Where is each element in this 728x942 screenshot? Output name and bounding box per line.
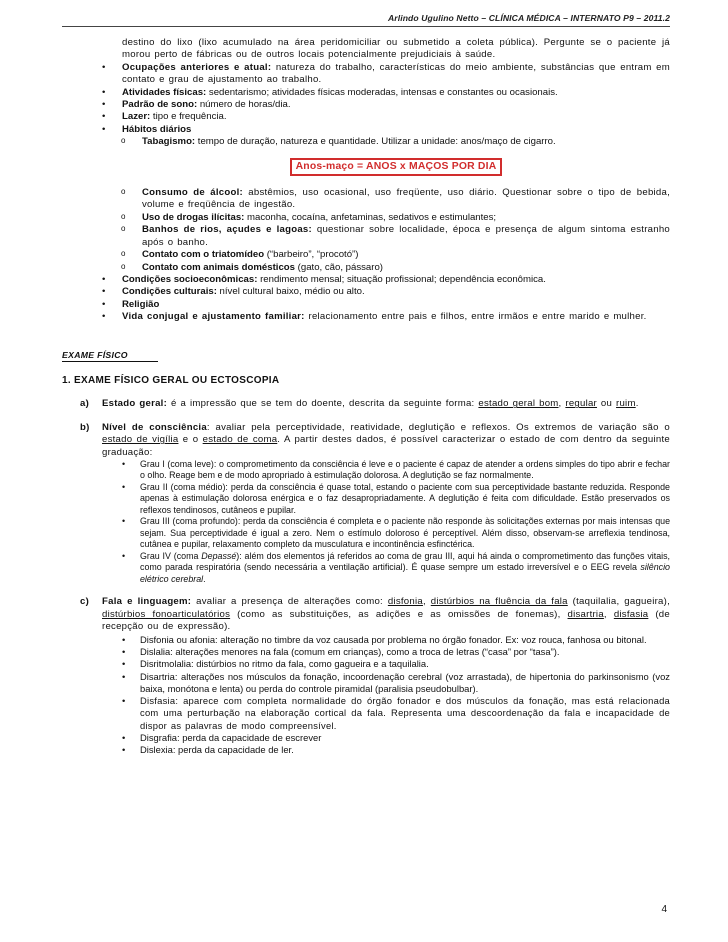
term-disfonia: disfonia	[387, 596, 423, 608]
item-label: Contato com o triatomídeo	[142, 249, 265, 261]
habitos-sublist	[62, 187, 670, 274]
list-item	[62, 99, 670, 111]
list-item: • Disartria: alterações nos músculos da fonação, incoordenação cerebral (voz arrastada), de hipertonia do parkinsonismo (voz baixa, monótona e lenta) ou perda do controle piramidal (paralisia pseudobulbar).	[62, 671, 670, 696]
item-text: rendimento mensal; situação profissional; dependência econômica.	[257, 273, 546, 285]
term-disfasia: disfasia	[613, 608, 649, 620]
list-item	[62, 274, 670, 286]
term-fluencia: distúrbios na fluência da fala	[430, 596, 568, 608]
item-text: tempo de duração, natureza e quantidade. Utilizar a unidade: anos/maço de cigarro.	[195, 136, 556, 148]
list-item: • Disfasia: aparece com completa normalidade do órgão fonador e dos músculos da fonação, mas está relacionada com uma perturbação na elaboração cortical da fala. Representa uma descoordenação da fala e incapacidade de dispor as palavras de modo compreensível.	[62, 695, 670, 732]
separator: ,	[558, 398, 566, 410]
separator: ,	[603, 608, 614, 620]
item-label: Tabagismo:	[142, 136, 196, 148]
item-b-nivel-consciencia	[62, 422, 670, 459]
coma-grades-list	[62, 459, 670, 586]
formula-box: Anos-maço = ANOS x MAÇOS POR DIA	[290, 158, 503, 176]
list-item-continuation: destino do lixo (lixo acumulado na área peridomiciliar ou submetido a coleta pública). Pergunte se o paciente já morou perto de fábricas ou de outros locais potencialmente prejudiciais à saúde.	[122, 37, 670, 61]
period: .	[635, 398, 639, 410]
term-depasse: Depassé	[201, 550, 237, 561]
item-text: questionar sobre localidade, época e presença de algum sintoma estranho após o banho.	[142, 224, 670, 248]
item-label: Consumo de álcool:	[142, 187, 243, 199]
item-label: Atividades físicas:	[122, 86, 207, 98]
item-text: Grau IV (coma	[140, 550, 202, 561]
item-text: avaliar a presença de alterações como:	[191, 596, 388, 608]
list-item	[62, 286, 670, 298]
section-title-ectoscopia: 1. EXAME FÍSICO GERAL OU ECTOSCOPIA	[62, 374, 280, 386]
item-c-fala-linguagem	[62, 596, 670, 633]
item-label: Hábitos diários	[122, 123, 192, 135]
term-disartria: disartria	[567, 608, 604, 620]
item-letter: b)	[80, 421, 90, 433]
list-item	[62, 111, 670, 123]
list-item	[62, 124, 670, 136]
list-item-grade: • Grau III (coma profundo): perda da consciência é completa e o paciente não responde às solicitações externas por mais intensas que sejam. Sua perceptividade é igual a zero. Nem o estímulo doloroso é perceptível. Além disso, observam-se arreflexia tendinosa, cutânea e pupilar, relaxamento completo da musculatura e incontinência esfinctérica.	[62, 516, 670, 551]
list-item	[62, 87, 670, 99]
list-item: • Disgrafia: perda da capacidade de escrever	[62, 732, 670, 744]
list-item-grade: • Grau I (coma leve): o comprometimento da consciência é leve e o paciente é capaz de atender a ordens simples do tipo abrir e fechar o olho. Reage bem e de modo apropriado à estimulação dolorosa. A deglutição se faz normalmente.	[62, 459, 670, 482]
item-text: tipo e frequência.	[150, 111, 227, 123]
term-estado-geral-bom: estado geral bom	[478, 398, 559, 410]
item-label: Fala e linguagem:	[102, 596, 192, 608]
item-text: (como as substituições, as adições e as omissões de fonemas),	[230, 608, 568, 620]
item-text: (gato, cão, pássaro)	[295, 261, 383, 273]
item-text: e o	[178, 434, 203, 446]
item-text: sedentarismo; atividades físicas moderadas, intensas e constantes ou ocasionais.	[206, 86, 558, 98]
sublist-item	[62, 262, 670, 274]
item-text: abstêmios, uso ocasional, uso freqüente, uso diário. Questionar sobre o tipo de bebida, volume e freqüência de ingestão.	[142, 187, 671, 211]
item-label: Padrão de sono:	[122, 99, 198, 111]
item-label: Religião	[122, 298, 160, 310]
sublist-item	[62, 212, 670, 224]
item-label: Uso de drogas ilícitas:	[142, 211, 245, 223]
page-number: 4	[661, 904, 667, 915]
term-ruim: ruim	[616, 398, 636, 410]
item-label: Lazer:	[122, 111, 151, 123]
section-heading-exame-fisico: EXAME FÍSICO	[62, 349, 158, 362]
list-item: • Dislalia: alterações menores na fala (comum em crianças), como a troca de letras (“casa” por “tasa”).	[62, 646, 670, 658]
item-text: natureza do trabalho, características do meio ambiente, substâncias que entram em contato e grau de ajustamento ao trabalho.	[122, 61, 670, 86]
item-text: . A partir destes dados, é possível caracterizar o estado de com dentro da seguinte graduação:	[102, 434, 670, 458]
item-label: Contato com animais domésticos	[142, 261, 295, 273]
item-a-estado-geral	[62, 398, 670, 410]
list-item	[62, 311, 670, 323]
item-letter: c)	[80, 596, 90, 608]
list-item	[62, 62, 670, 87]
list-item-grade: • Grau II (coma médio): perda da consciência é quase total, estando o paciente com sua perceptividade bastante reduzida. Responde apenas à estimulação dolorosa enérgica e o faz desapropriadamente. A deglutição é feita com dificuldade. Estão preservados os reflexos tendinosos, cutâneos e pupilar.	[62, 482, 670, 517]
item-text: é a impressão que se tem do doente, descrita da seguinte forma:	[167, 398, 479, 410]
item-label: Condições culturais:	[122, 286, 217, 298]
header-rule	[62, 26, 670, 27]
separator: ou	[597, 398, 617, 410]
list-item-grade	[62, 551, 670, 586]
item-label: Nível de consciência	[102, 421, 207, 433]
page-content	[62, 37, 670, 757]
term-estado-coma: estado de coma	[202, 434, 278, 446]
period: .	[203, 573, 206, 584]
running-header: Arlindo Ugulino Netto – CLÍNICA MÉDICA – INTERNATO P9 – 2011.2	[387, 13, 670, 23]
item-label: Vida conjugal e ajustamento familiar:	[122, 311, 305, 323]
anamnese-list-2	[62, 274, 670, 324]
term-regular: regular	[565, 398, 598, 410]
item-text: ): além dos elementos já referidos ao coma de grau III, aqui há ainda o comprometimento das funções vitais, como parada respiratória (sendo necessária a ventilação artificial). É quase sempre um estado irreversível e o EEG revela	[140, 550, 671, 573]
term-silencio: silêncio elétrico cerebral	[140, 562, 670, 584]
list-item: • Dislexia: perda da capacidade de ler.	[62, 744, 670, 756]
item-text: nível cultural baixo, médio ou alto.	[216, 286, 365, 298]
item-label: Condições socioeconômicas:	[122, 273, 258, 285]
item-letter: a)	[80, 398, 90, 410]
item-text: (“barbeiro”, “procotó”)	[264, 249, 359, 261]
item-text: (de recepção ou de expressão).	[102, 608, 670, 633]
sublist-item-tabagismo	[62, 136, 670, 148]
item-text: número de horas/dia.	[197, 99, 291, 111]
item-text: maconha, cocaína, anfetaminas, sedativos e estimulantes;	[244, 211, 497, 223]
list-item: • Disritmolalia: distúrbios no ritmo da fala, como gagueira e a taquilalia.	[62, 658, 670, 670]
sublist-item	[62, 187, 670, 212]
item-label: Ocupações anteriores e atual:	[122, 61, 272, 73]
term-estado-vigilia: estado de vigília	[102, 434, 179, 446]
term-fonoarticulatorios: distúrbios fonoarticulatórios	[102, 608, 231, 620]
sublist-item	[62, 249, 670, 261]
item-label: Estado geral:	[102, 398, 168, 410]
speech-disorders-list	[62, 634, 670, 757]
item-text: (taquilalia, gagueira),	[567, 596, 670, 608]
list-item	[62, 299, 670, 311]
sublist-item	[62, 224, 670, 249]
separator: ,	[422, 596, 431, 608]
anamnese-list	[62, 37, 670, 149]
item-text: relacionamento entre pais e filhos, entre irmãos e entre marido e mulher.	[304, 311, 647, 323]
item-label: Banhos de rios, açudes e lagoas:	[142, 224, 312, 236]
item-text: : avaliar pela perceptividade, reatividade, deglutição e reflexos. Os extremos de variação são o	[206, 421, 670, 433]
formula-box-wrap	[62, 158, 670, 176]
list-item: • Disfonia ou afonia: alteração no timbre da voz causada por problema no órgão fonador. Ex: voz rouca, fanhosa ou bitonal.	[62, 634, 670, 646]
